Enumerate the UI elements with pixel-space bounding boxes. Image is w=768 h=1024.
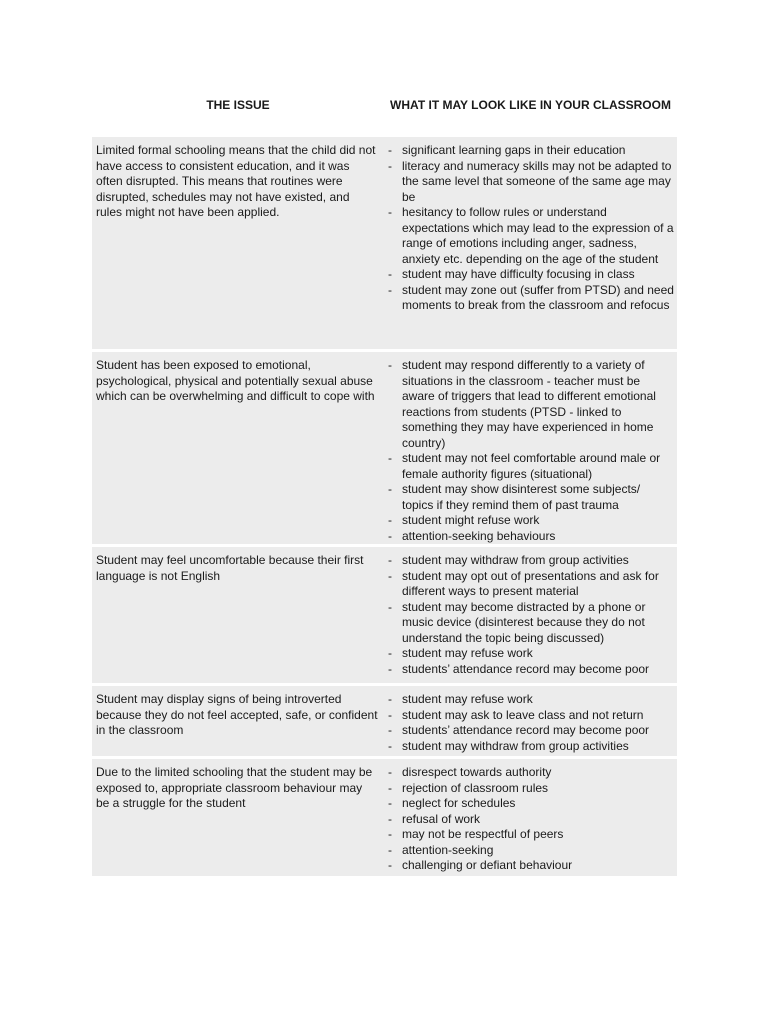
issue-text: Student has been exposed to emotional, psychological, physical and potentially sexual abuse which can be overwhelming and difficult to cope with bbox=[96, 358, 375, 403]
list-item: - challenging or defiant behaviour bbox=[388, 858, 674, 874]
list-item: - student may refuse work bbox=[388, 646, 674, 662]
list-item: - student may opt out of presentations and ask for different ways to present material bbox=[388, 569, 674, 600]
table-row bbox=[92, 759, 677, 876]
table-row bbox=[92, 686, 677, 756]
list-item: - student might refuse work bbox=[388, 513, 674, 529]
list-item: - literacy and numeracy skills may not be adapted to the same level that someone of the same age may be bbox=[388, 159, 674, 206]
list-item: - student may become distracted by a phone or music device (disinterest because they do not understand the topic being discussed) bbox=[388, 600, 674, 647]
list-item: - student may withdraw from group activities bbox=[388, 739, 674, 755]
list-item: - rejection of classroom rules bbox=[388, 781, 674, 797]
list-item: - may not be respectful of peers bbox=[388, 827, 674, 843]
list-item: - students’ attendance record may become poor bbox=[388, 723, 674, 739]
list-item: - student may ask to leave class and not return bbox=[388, 708, 674, 724]
table-row bbox=[92, 547, 677, 683]
list-item: - student may have difficulty focusing in class bbox=[388, 267, 674, 283]
list-item: - student may zone out (suffer from PTSD) and need moments to break from the classroom and refocus bbox=[388, 283, 674, 314]
list-item: - student may withdraw from group activities bbox=[388, 553, 674, 569]
issue-text: Student may feel uncomfortable because their first language is not English bbox=[96, 553, 364, 583]
looks-list bbox=[388, 358, 674, 544]
list-item: - attention-seeking bbox=[388, 843, 674, 859]
list-item: - student may refuse work bbox=[388, 692, 674, 708]
list-item: - student may respond differently to a variety of situations in the classroom - teacher must be aware of triggers that lead to different emotional reactions from students (PTSD - linked to something they may have experienced in home country) bbox=[388, 358, 674, 451]
looks-list bbox=[388, 692, 674, 754]
looks-list bbox=[388, 143, 674, 314]
list-item: - disrespect towards authority bbox=[388, 765, 674, 781]
table-row bbox=[92, 137, 677, 349]
looks-list bbox=[388, 765, 674, 874]
list-item: - significant learning gaps in their education bbox=[388, 143, 674, 159]
list-item: - attention-seeking behaviours bbox=[388, 529, 674, 545]
issue-text: Student may display signs of being introverted because they do not feel accepted, safe, or confident in the classroom bbox=[96, 692, 378, 737]
header-the-issue: THE ISSUE bbox=[206, 98, 270, 112]
issue-text: Due to the limited schooling that the student may be exposed to, appropriate classroom behaviour may be a struggle for the student bbox=[96, 765, 373, 810]
looks-list bbox=[388, 553, 674, 677]
table-row bbox=[92, 352, 677, 544]
header-what-it-may-look-like: WHAT IT MAY LOOK LIKE IN YOUR CLASSROOM bbox=[390, 98, 671, 112]
issue-text: Limited formal schooling means that the child did not have access to consistent education, and it was often disrupted. This means that routines were disrupted, schedules may not have existed, and rules might not have been applied. bbox=[96, 143, 376, 219]
list-item: - neglect for schedules bbox=[388, 796, 674, 812]
list-item: - students’ attendance record may become poor bbox=[388, 662, 674, 678]
list-item: - student may not feel comfortable around male or female authority figures (situational) bbox=[388, 451, 674, 482]
list-item: - hesitancy to follow rules or understand expectations which may lead to the expression of a range of emotions including anger, sadness, anxiety etc. depending on the age of the student bbox=[388, 205, 674, 267]
table-header bbox=[92, 98, 677, 132]
list-item: - student may show disinterest some subjects/ topics if they remind them of past trauma bbox=[388, 482, 674, 513]
list-item: - refusal of work bbox=[388, 812, 674, 828]
